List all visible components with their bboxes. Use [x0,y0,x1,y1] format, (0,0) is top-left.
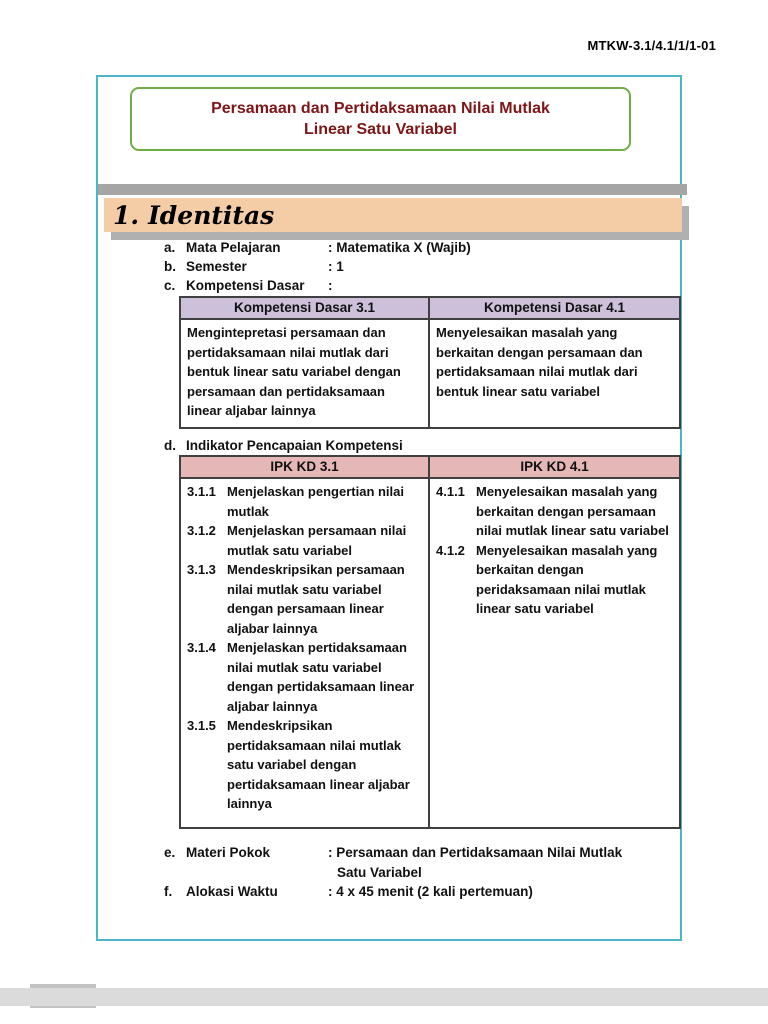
ipk-item-text: Menyelesaikan masalah yang berkaitan dengan peridaksamaan nilai mutlak linear satu variabel [476,542,658,616]
materi-value-line1: : Persamaan dan Pertidaksamaan Nilai Mutlak [328,845,623,860]
item-label: Materi Pokok [186,845,271,860]
ipk-item-number: 3.1.4 [187,640,216,655]
ipk-item-number: 3.1.5 [187,718,216,733]
identitas-row-semester [164,257,678,276]
ipk-item-number: 4.1.1 [436,484,465,499]
ipk-item [187,521,423,560]
item-letter: c. [164,278,176,293]
item-value: : Matematika X (Wajib) [328,240,471,255]
item-label: Alokasi Waktu [186,884,278,899]
ipk-item [187,638,423,716]
doc-code: MTKW-3.1/4.1/1/1-01 [587,38,716,53]
ipk-31-cell [181,479,430,827]
item-value: : 1 [328,259,344,274]
kompetensi-dasar-table [179,296,681,429]
section-number: 1. [113,200,140,230]
ipk-item [436,482,674,541]
ipk-item-number: 3.1.1 [187,484,216,499]
title-line-2: Linear Satu Variabel [304,121,457,138]
ipk-item-text: Mendeskripsikan persamaan nilai mutlak satu variabel dengan persamaan linear aljabar lainnya [227,562,405,636]
ipk-item-text: Menyelesaikan masalah yang berkaitan dengan persamaan nilai mutlak linear satu variabel [476,484,669,538]
ipk-table-body-row [181,479,679,827]
indikator-heading-row [164,436,403,455]
kd-table-body-row [181,320,679,427]
item-label: Indikator Pencapaian Kompetensi [186,438,403,453]
kd-41-header: Kompetensi Dasar 4.1 [430,298,679,320]
ipk-item-text: Menjelaskan pertidaksamaan nilai mutlak satu variabel dengan pertidaksamaan linear aljabar lainnya [227,640,415,714]
identitas-row-mata-pelajaran [164,238,678,257]
item-label: Semester [186,259,247,274]
footer-list [164,843,684,902]
title-line-1: Persamaan dan Pertidaksamaan Nilai Mutlak [211,100,550,117]
item-value [328,843,684,882]
ipk-item [187,482,423,521]
identitas-row-kompetensi-dasar [164,276,678,295]
item-letter: a. [164,240,176,255]
divider-shadow-bar [98,184,687,195]
item-value: : [328,278,333,293]
identitas-list [164,238,678,295]
alokasi-waktu-row [164,882,684,902]
ipk-item-number: 4.1.2 [436,542,465,558]
ipk-31-header: IPK KD 3.1 [181,457,430,479]
item-letter: b. [164,259,176,274]
ipk-41-cell [430,479,679,827]
materi-pokok-row [164,843,684,882]
ipk-item [187,716,423,814]
item-label: Kompetensi Dasar [186,278,305,293]
section-header [104,198,682,232]
ipk-item-number: 3.1.3 [187,562,216,577]
ipk-item [187,560,423,638]
item-value: : 4 x 45 menit (2 kali pertemuan) [328,884,533,899]
ipk-41-header: IPK KD 4.1 [430,457,679,479]
ipk-item-text: Mendeskripsikan pertidaksamaan nilai mutlak satu variabel dengan pertidaksamaan linear aljabar lainnya [227,718,410,811]
section-title: Identitas [148,200,275,230]
kd-31-header: Kompetensi Dasar 3.1 [181,298,430,320]
item-label: Mata Pelajaran [186,240,281,255]
item-letter: f. [164,884,173,899]
ipk-table [179,455,681,829]
kd-31-cell: Mengintepretasi persamaan dan pertidaksamaan nilai mutlak dari bentuk linear satu variabel dengan persamaan dan pertidaksamaan linear aljabar lainnya [181,320,430,427]
scan-artifact-band [0,988,768,1006]
kd-table-header-row [181,298,679,320]
ipk-item-text: Menjelaskan persamaan nilai mutlak satu variabel [227,523,407,558]
title-box [130,87,631,151]
materi-value-line2: Satu Variabel [337,864,422,880]
ipk-item [436,541,674,619]
ipk-item-text: Menjelaskan pengertian nilai mutlak [227,484,404,519]
item-letter: d. [164,438,176,453]
item-letter: e. [164,845,176,860]
ipk-table-header-row [181,457,679,479]
ipk-item-number: 3.1.2 [187,523,216,538]
kd-41-cell: Menyelesaikan masalah yang berkaitan dengan persamaan dan pertidaksamaan nilai mutlak dari bentuk linear satu variabel [436,325,643,399]
